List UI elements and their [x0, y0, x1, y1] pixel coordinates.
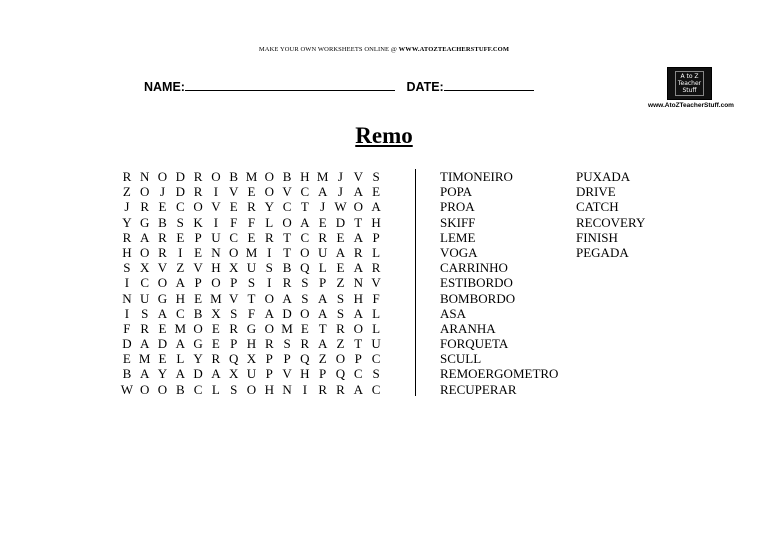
header-url: WWW.ATOZTEACHERSTUFF.COM	[398, 46, 510, 53]
grid-letter: Z	[122, 184, 131, 200]
grid-letter: R	[282, 275, 292, 291]
grid-row	[118, 306, 385, 321]
grid-letter: A	[353, 229, 363, 245]
grid-letter: A	[211, 366, 221, 382]
grid-letter: L	[211, 381, 220, 397]
grid-letter: M	[174, 320, 187, 336]
grid-letter: V	[371, 275, 381, 291]
logo-line-2: Teacher	[677, 80, 702, 87]
grid-row	[118, 260, 385, 275]
word-list-item: SCULL	[440, 351, 482, 367]
worksheet-header	[0, 46, 768, 53]
grid-letter: A	[317, 184, 328, 200]
grid-letter: O	[335, 351, 346, 367]
grid-row	[118, 336, 385, 351]
grid-letter: R	[300, 336, 310, 352]
grid-letter: R	[353, 244, 363, 260]
word-search-grid	[118, 169, 385, 397]
grid-letter: D	[335, 214, 346, 230]
grid-letter: P	[354, 351, 362, 367]
grid-letter: B	[229, 169, 239, 184]
grid-letter: S	[301, 290, 309, 306]
grid-letter: E	[158, 199, 167, 215]
grid-letter: U	[371, 336, 381, 352]
grid-letter: M	[245, 244, 258, 260]
grid-letter: H	[175, 290, 185, 306]
grid-letter: N	[211, 244, 221, 260]
word-list-item: CATCH	[576, 199, 619, 215]
grid-letter: V	[282, 366, 292, 382]
grid-letter: F	[247, 305, 256, 321]
grid-letter: X	[211, 305, 221, 321]
grid-letter: E	[176, 229, 185, 245]
grid-letter: A	[282, 290, 292, 306]
grid-letter: D	[282, 305, 292, 321]
grid-letter: C	[300, 184, 310, 200]
grid-row	[118, 366, 385, 381]
grid-letter: E	[336, 229, 345, 245]
grid-letter: R	[140, 199, 150, 215]
grid-letter: M	[210, 290, 222, 306]
grid-letter: S	[301, 275, 309, 291]
grid-letter: W	[334, 199, 347, 215]
grid-row	[118, 382, 385, 397]
word-list-item: ESTIBORDO	[440, 275, 513, 291]
grid-letter: E	[158, 351, 167, 367]
grid-letter: C	[140, 275, 150, 291]
grid-letter: M	[138, 351, 151, 367]
grid-letter: X	[140, 260, 150, 276]
grid-letter: A	[300, 214, 310, 230]
grid-letter: P	[283, 351, 291, 367]
grid-letter: K	[193, 214, 203, 230]
grid-row	[118, 184, 385, 199]
grid-letter: S	[230, 381, 238, 397]
logo-chalkboard	[675, 71, 704, 96]
logo-line-1: A to Z	[680, 73, 699, 80]
grid-letter: C	[371, 381, 381, 397]
grid-letter: L	[372, 244, 381, 260]
grid-letter: I	[267, 275, 272, 291]
grid-letter: R	[158, 244, 167, 260]
grid-letter: Y	[193, 351, 203, 367]
grid-letter: N	[122, 290, 132, 306]
grid-letter: S	[372, 366, 380, 382]
grid-letter: A	[353, 260, 363, 276]
grid-letter: Z	[336, 336, 345, 352]
name-label: NAME:	[144, 80, 185, 94]
grid-letter: R	[193, 169, 203, 184]
grid-letter: O	[140, 184, 150, 200]
header-prefix: MAKE YOUR OWN WORKSHEETS ONLINE @	[258, 46, 399, 53]
grid-letter: V	[353, 169, 363, 184]
word-list-item: CARRINHO	[440, 260, 508, 276]
grid-letter: O	[157, 275, 168, 291]
grid-letter: R	[122, 229, 132, 245]
grid-row	[118, 199, 385, 214]
name-field[interactable]	[185, 79, 395, 91]
grid-letter: E	[300, 320, 309, 336]
column-divider	[415, 169, 416, 396]
word-list-item: PUXADA	[576, 169, 631, 184]
grid-letter: R	[371, 260, 381, 276]
word-list-item: POPA	[440, 184, 473, 200]
grid-letter: H	[246, 336, 257, 352]
name-date-row	[144, 79, 534, 94]
grid-letter: T	[283, 229, 292, 245]
grid-letter: O	[193, 320, 203, 336]
grid-letter: D	[175, 169, 185, 184]
grid-letter: U	[317, 244, 328, 260]
grid-letter: D	[175, 184, 185, 200]
grid-letter: Q	[335, 366, 346, 382]
grid-letter: C	[300, 229, 310, 245]
grid-letter: X	[246, 351, 257, 367]
grid-letter: A	[175, 366, 185, 382]
grid-letter: X	[228, 366, 239, 382]
grid-letter: E	[194, 290, 203, 306]
grid-row	[118, 230, 385, 245]
grid-letter: L	[372, 305, 381, 321]
grid-letter: P	[230, 336, 238, 352]
grid-letter: P	[230, 275, 238, 291]
grid-letter: H	[264, 381, 274, 397]
grid-letter: A	[353, 184, 363, 200]
grid-letter: S	[283, 336, 291, 352]
word-list-item: LEME	[440, 229, 476, 245]
grid-letter: V	[193, 260, 203, 276]
grid-letter: Z	[176, 260, 185, 276]
grid-letter: U	[211, 229, 221, 245]
word-list-item: ARANHA	[440, 320, 496, 336]
grid-letter: A	[317, 336, 328, 352]
grid-letter: Y	[157, 366, 168, 382]
grid-letter: H	[353, 290, 363, 306]
grid-letter: G	[193, 336, 203, 352]
page-title: Remo	[355, 123, 413, 148]
grid-letter: T	[283, 244, 292, 260]
grid-letter: O	[353, 199, 363, 215]
grid-letter: H	[371, 214, 381, 230]
word-list-column-1	[440, 169, 558, 397]
grid-row	[118, 275, 385, 290]
grid-letter: P	[319, 366, 327, 382]
grid-letter: H	[211, 260, 221, 276]
grid-letter: O	[300, 305, 310, 321]
grid-letter: B	[282, 169, 292, 184]
grid-letter: B	[122, 366, 132, 382]
grid-letter: O	[264, 184, 274, 200]
grid-letter: G	[246, 320, 257, 336]
grid-letter: L	[318, 260, 327, 276]
word-list-item: DRIVE	[576, 184, 616, 200]
grid-row	[118, 291, 385, 306]
grid-letter: O	[140, 244, 150, 260]
grid-letter: S	[336, 290, 345, 306]
grid-letter: R	[158, 229, 167, 245]
grid-letter: M	[245, 169, 258, 184]
grid-letter: E	[211, 336, 220, 352]
grid-letter: A	[140, 366, 150, 382]
grid-letter: R	[193, 184, 203, 200]
grid-letter: A	[317, 305, 328, 321]
grid-letter: P	[194, 229, 202, 245]
grid-letter: A	[335, 244, 346, 260]
grid-letter: U	[140, 290, 150, 306]
grid-letter: O	[282, 214, 292, 230]
grid-letter: T	[247, 290, 256, 306]
grid-letter: O	[353, 320, 363, 336]
grid-letter: B	[282, 260, 292, 276]
grid-letter: V	[282, 184, 292, 200]
grid-letter: G	[140, 214, 150, 230]
grid-letter: U	[246, 260, 257, 276]
grid-letter: S	[230, 305, 238, 321]
grid-letter: O	[264, 169, 274, 184]
grid-letter: T	[318, 320, 327, 336]
grid-letter: X	[228, 260, 239, 276]
word-list-item: BOMBORDO	[440, 290, 516, 306]
grid-letter: E	[247, 184, 256, 200]
grid-letter: R	[336, 320, 345, 336]
grid-letter: A	[317, 290, 328, 306]
grid-letter: R	[122, 169, 132, 184]
grid-letter: R	[247, 199, 256, 215]
grid-letter: E	[229, 199, 238, 215]
grid-letter: C	[353, 366, 363, 382]
grid-letter: O	[157, 381, 168, 397]
grid-letter: R	[264, 229, 274, 245]
grid-letter: Z	[336, 275, 345, 291]
grid-letter: O	[193, 199, 203, 215]
grid-letter: I	[213, 184, 219, 200]
grid-letter: I	[124, 275, 130, 291]
grid-letter: R	[336, 381, 345, 397]
grid-letter: C	[229, 229, 239, 245]
grid-letter: P	[194, 275, 202, 291]
word-list-item: FINISH	[576, 229, 618, 245]
grid-letter: H	[300, 169, 310, 184]
grid-letter: E	[211, 320, 220, 336]
word-list-item: REMOERGOMETRO	[440, 366, 559, 382]
word-list-item: RECUPERAR	[440, 381, 517, 397]
grid-letter: H	[122, 244, 132, 260]
grid-letter: A	[175, 275, 185, 291]
grid-letter: E	[158, 320, 167, 336]
grid-letter: O	[140, 381, 150, 397]
grid-letter: A	[371, 199, 381, 215]
grid-letter: P	[265, 366, 273, 382]
grid-letter: J	[337, 184, 343, 200]
grid-letter: B	[175, 381, 185, 397]
grid-letter: N	[353, 275, 363, 291]
grid-letter: V	[211, 199, 221, 215]
grid-letter: T	[354, 336, 363, 352]
grid-letter: D	[157, 336, 168, 352]
grid-letter: D	[193, 366, 203, 382]
grid-letter: I	[124, 305, 130, 321]
grid-letter: A	[353, 305, 363, 321]
grid-letter: E	[194, 244, 203, 260]
grid-letter: J	[320, 199, 326, 215]
grid-letter: E	[247, 229, 256, 245]
word-list-item: ASA	[440, 305, 467, 321]
word-list-item: PEGADA	[576, 244, 629, 260]
grid-letter: M	[281, 320, 293, 336]
grid-letter: S	[141, 305, 149, 321]
grid-letter: E	[372, 184, 381, 200]
grid-letter: V	[228, 184, 239, 200]
grid-letter: E	[318, 214, 327, 230]
grid-letter: J	[159, 184, 166, 200]
grid-letter: L	[176, 351, 185, 367]
grid-letter: I	[178, 244, 183, 260]
grid-letter: Y	[122, 214, 132, 230]
grid-letter: F	[123, 320, 131, 336]
grid-letter: S	[123, 260, 131, 276]
grid-letter: A	[157, 305, 168, 321]
word-list-item: VOGA	[440, 244, 478, 260]
grid-letter: W	[120, 381, 134, 397]
word-list-item: TIMONEIRO	[440, 169, 513, 184]
grid-letter: L	[265, 214, 274, 230]
grid-letter: J	[124, 199, 130, 215]
grid-letter: Y	[264, 199, 274, 215]
grid-letter: I	[267, 244, 272, 260]
word-list-item: RECOVERY	[576, 214, 646, 230]
grid-row	[118, 321, 385, 336]
grid-letter: Q	[228, 351, 239, 367]
grid-letter: N	[282, 381, 292, 397]
grid-row	[118, 351, 385, 366]
grid-letter: S	[247, 275, 256, 291]
grid-letter: L	[372, 320, 381, 336]
grid-letter: R	[140, 320, 150, 336]
grid-letter: R	[318, 381, 327, 397]
grid-letter: C	[175, 199, 185, 215]
grid-letter: O	[211, 275, 221, 291]
grid-letter: R	[229, 320, 239, 336]
grid-letter: A	[175, 336, 185, 352]
logo-url: www.AtoZTeacherStuff.com	[648, 102, 734, 109]
grid-letter: F	[230, 214, 238, 230]
grid-letter: S	[176, 214, 184, 230]
grid-letter: E	[336, 260, 345, 276]
grid-letter: B	[158, 214, 167, 230]
grid-row	[118, 215, 385, 230]
grid-letter: Q	[300, 260, 310, 276]
word-list-item: PROA	[440, 199, 475, 215]
atoz-logo	[667, 67, 712, 100]
grid-letter: S	[265, 260, 273, 276]
grid-letter: O	[264, 290, 274, 306]
grid-letter: C	[371, 351, 381, 367]
grid-letter: O	[211, 169, 221, 184]
date-field[interactable]	[444, 79, 534, 91]
grid-letter: R	[318, 229, 327, 245]
grid-letter: J	[337, 169, 343, 184]
word-list-item: FORQUETA	[440, 336, 509, 352]
grid-letter: I	[302, 381, 308, 397]
grid-letter: M	[316, 169, 329, 184]
grid-letter: A	[264, 305, 274, 321]
grid-letter: S	[372, 169, 380, 184]
grid-letter: H	[300, 366, 310, 382]
grid-letter: V	[157, 260, 168, 276]
grid-letter: Q	[300, 351, 310, 367]
word-list-column-2	[576, 169, 645, 260]
grid-letter: G	[157, 290, 168, 306]
grid-letter: F	[372, 290, 380, 306]
grid-letter: A	[140, 229, 150, 245]
grid-letter: F	[247, 214, 256, 230]
grid-letter: R	[211, 351, 221, 367]
grid-letter: Z	[318, 351, 327, 367]
word-list-item: SKIFF	[440, 214, 476, 230]
logo-line-3: Stuff	[682, 87, 697, 94]
grid-letter: N	[140, 169, 150, 184]
grid-letter: B	[193, 305, 203, 321]
grid-letter: D	[122, 336, 132, 352]
grid-letter: I	[213, 214, 219, 230]
grid-letter: C	[175, 305, 185, 321]
grid-letter: U	[246, 366, 257, 382]
grid-letter: O	[264, 320, 274, 336]
grid-letter: P	[265, 351, 273, 367]
grid-letter: V	[228, 290, 239, 306]
grid-letter: O	[300, 244, 310, 260]
grid-letter: E	[122, 351, 131, 367]
grid-letter: A	[140, 336, 150, 352]
grid-row	[118, 169, 385, 184]
grid-letter: C	[282, 199, 292, 215]
grid-letter: P	[372, 229, 380, 245]
grid-letter: O	[157, 169, 168, 184]
grid-letter: O	[228, 244, 239, 260]
grid-row	[118, 245, 385, 260]
grid-letter: A	[353, 381, 363, 397]
grid-letter: O	[246, 381, 257, 397]
grid-letter: R	[264, 336, 274, 352]
grid-letter: S	[336, 305, 345, 321]
grid-letter: T	[354, 214, 363, 230]
date-label: DATE:	[406, 80, 444, 94]
grid-letter: T	[300, 199, 309, 215]
grid-letter: P	[319, 275, 327, 291]
grid-letter: C	[193, 381, 203, 397]
